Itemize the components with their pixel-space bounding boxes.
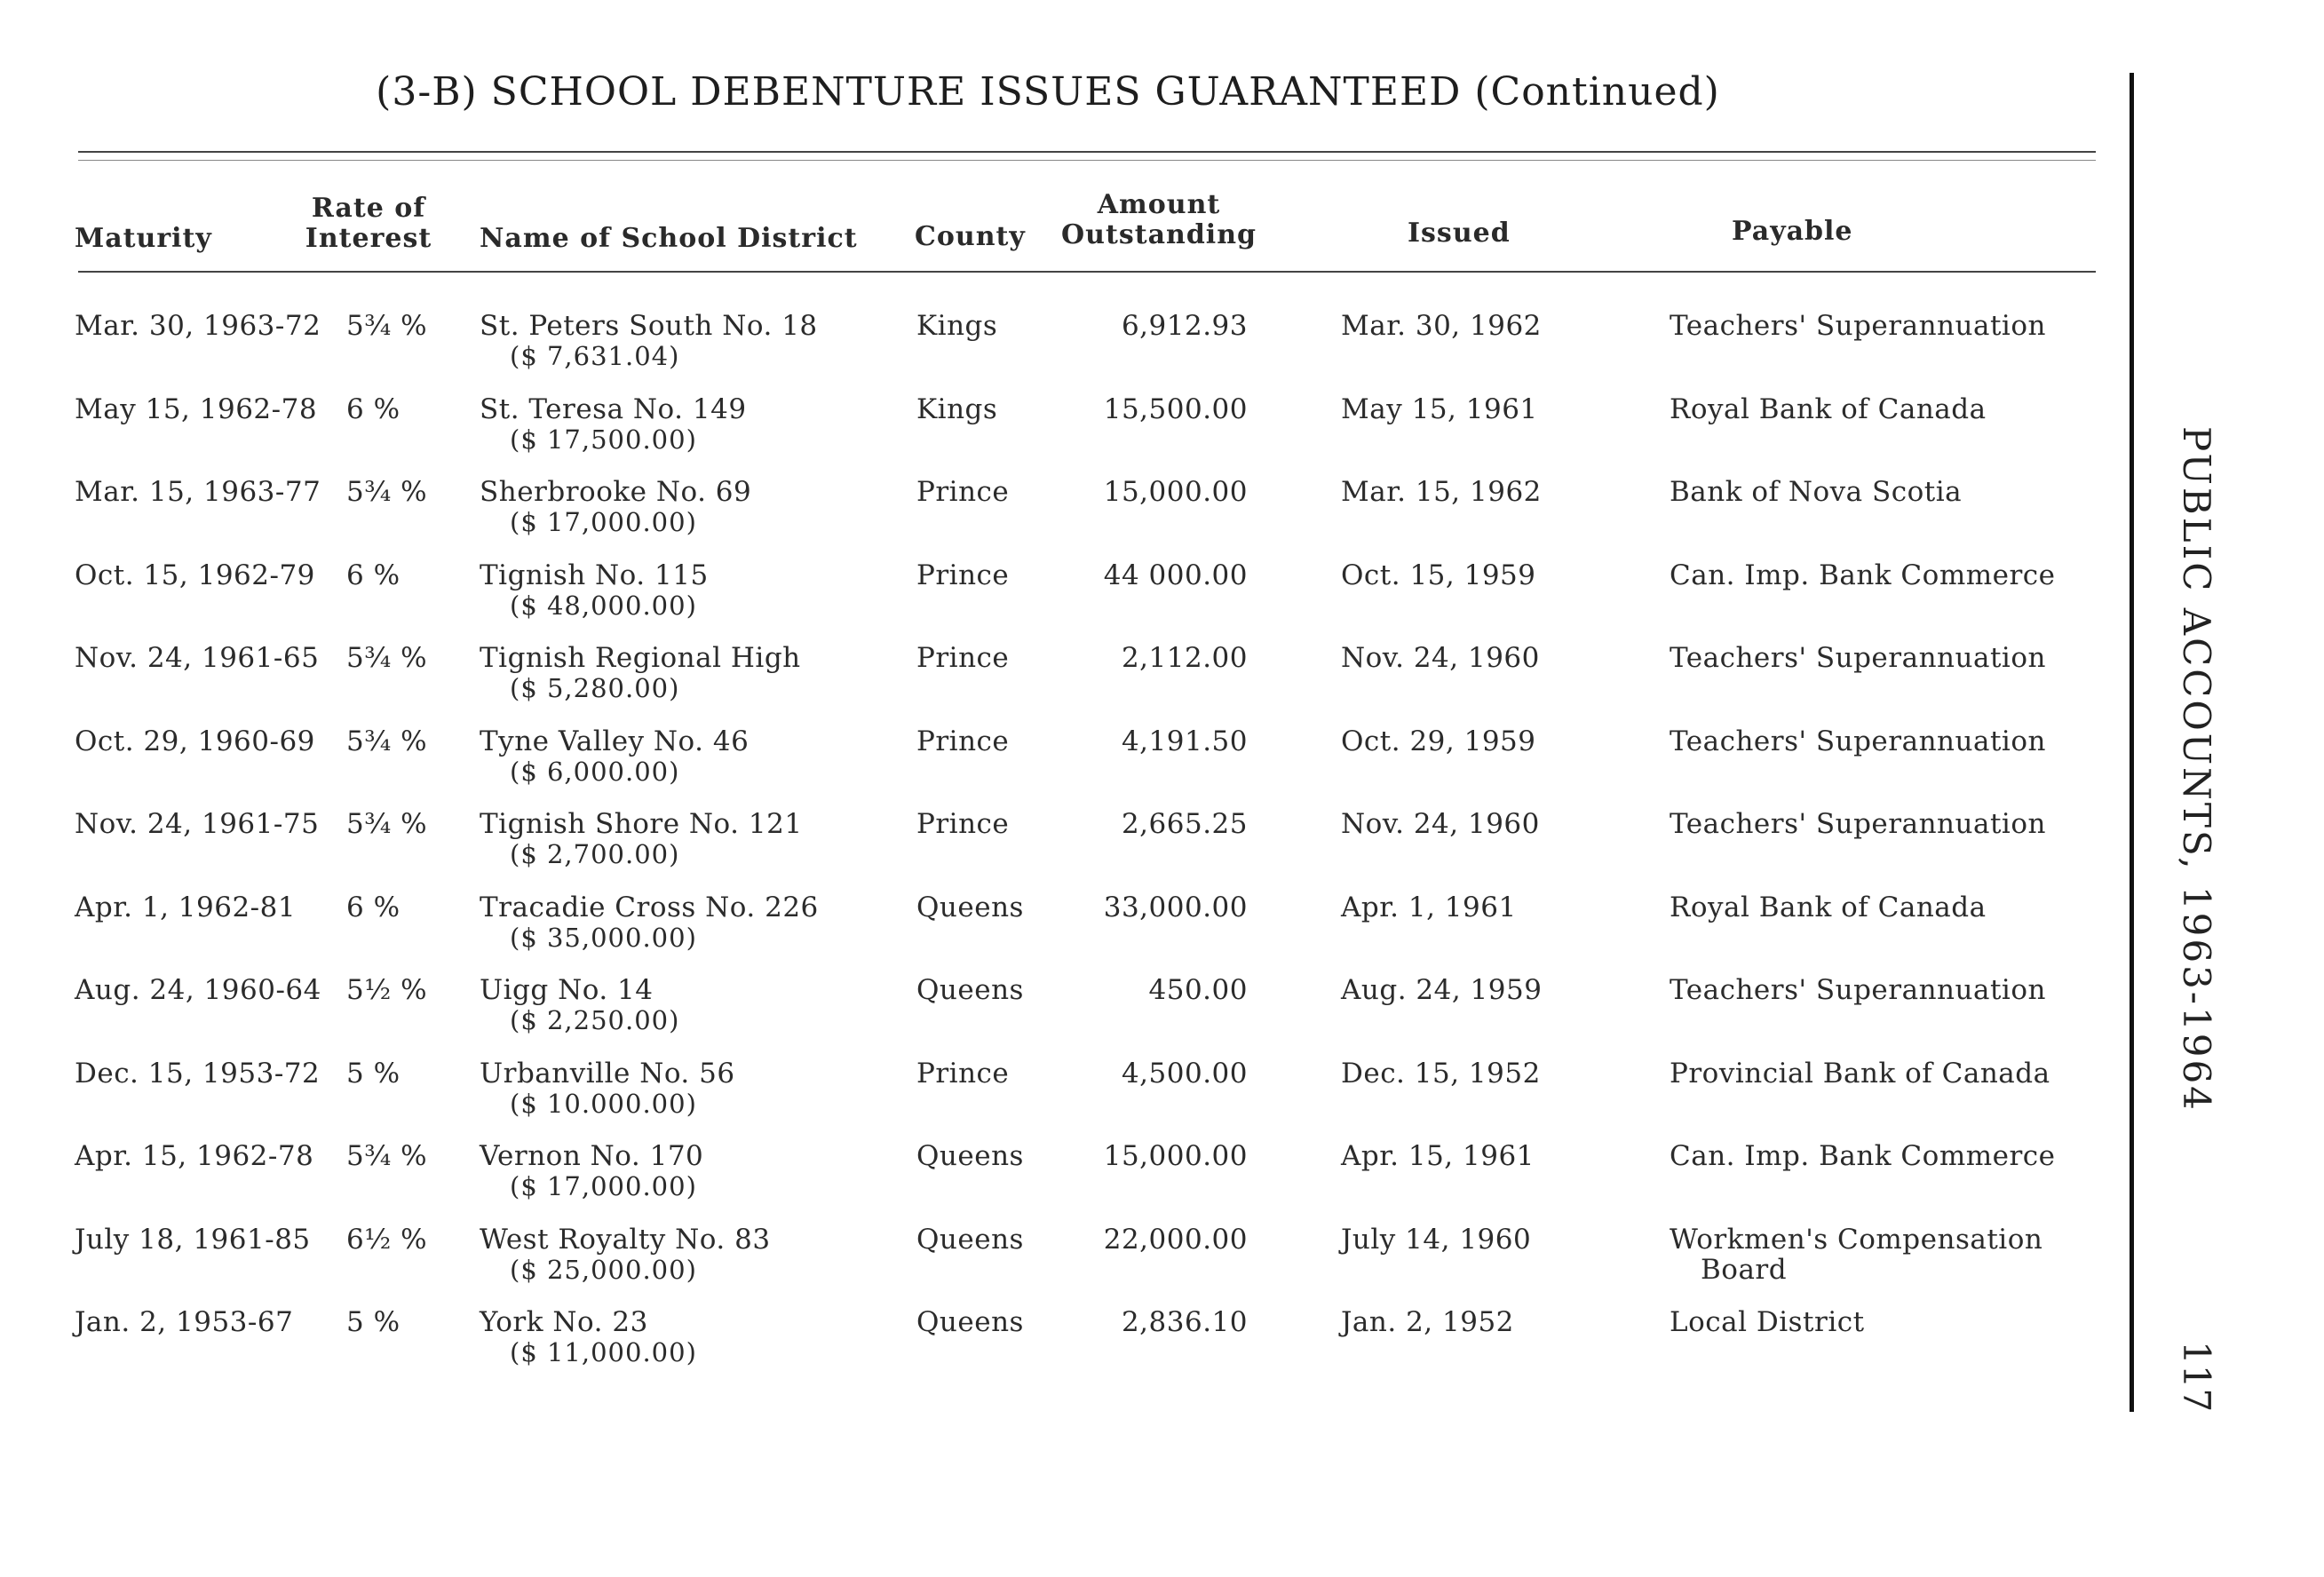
table-row [0,560,2131,642]
maturity-cell: Mar. 30, 1963-72 [75,310,321,342]
rate-cell: 5¾ % [346,310,428,342]
original-issue-amount: ($ 17,500.00) [510,424,697,455]
original-issue-amount: ($ 10.000.00) [510,1088,697,1119]
school-district-name: Tignish Shore No. 121 [480,808,803,840]
county-cell: Prince [916,476,1010,508]
header-amount-line1: Amount [1097,189,1221,220]
margin-rule [2130,73,2134,1412]
payable-cell: Royal Bank of Canada [1670,891,1987,923]
county-cell: Queens [916,1140,1024,1172]
amount-cell: 4,191.50 [1121,725,1248,757]
amount-cell: 6,912.93 [1121,310,1248,342]
payable-cell: Teachers' Superannuation [1670,310,2046,342]
county-cell: Prince [916,1057,1010,1090]
county-cell: Prince [916,725,1010,757]
amount-cell: 450.00 [1148,974,1248,1006]
school-district-name: West Royalty No. 83 [480,1223,771,1256]
maturity-cell: Oct. 15, 1962-79 [75,559,315,591]
maturity-cell: May 15, 1962-78 [75,392,318,425]
payable-cell: Local District [1670,1306,1865,1338]
school-district-cell [480,892,819,953]
original-issue-amount: ($ 48,000.00) [510,590,697,621]
original-issue-amount: ($ 2,700.00) [510,839,680,869]
header-county: County [915,221,1026,252]
issued-cell: Aug. 24, 1959 [1341,974,1543,1006]
rate-cell: 5¾ % [346,642,428,674]
header-maturity: Maturity [75,223,212,254]
county-cell: Prince [916,642,1010,674]
header-rule [78,271,2096,273]
issued-cell: Apr. 1, 1961 [1341,891,1517,923]
amount-cell: 44 000.00 [1103,559,1248,591]
header-issued: Issued [1408,218,1511,249]
county-cell: Queens [916,1223,1024,1256]
rate-cell: 5¾ % [346,476,428,508]
rate-cell: 5 % [346,1057,401,1090]
school-district-cell [480,1224,771,1285]
county-cell: Queens [916,891,1024,923]
amount-cell: 2,665.25 [1121,808,1248,840]
issued-cell: Apr. 15, 1961 [1341,1140,1535,1172]
rate-cell: 6½ % [346,1223,428,1256]
rate-cell: 5 % [346,1306,401,1338]
table-row [0,892,2131,974]
school-district-name: St. Teresa No. 149 [480,392,747,425]
maturity-cell: Dec. 15, 1953-72 [75,1057,321,1090]
table-row [0,1141,2131,1223]
rate-cell: 6 % [346,559,401,591]
county-cell: Kings [916,310,998,342]
payable-cell: Provincial Bank of Canada [1670,1057,2050,1090]
header-school-district: Name of School District [480,223,858,254]
maturity-cell: Nov. 24, 1961-65 [75,642,320,674]
original-issue-amount: ($ 17,000.00) [510,507,697,537]
amount-cell: 2,112.00 [1121,642,1248,674]
payable-cell: Can. Imp. Bank Commerce [1670,559,2056,591]
payable-cell: Teachers' Superannuation [1670,974,2046,1006]
payable-cell: Teachers' Superannuation [1670,642,2046,674]
issued-cell: Jan. 2, 1952 [1341,1306,1514,1338]
issued-cell: Mar. 15, 1962 [1341,476,1542,508]
top-rule-thin [78,160,2096,161]
rate-cell: 6 % [346,392,401,425]
school-district-cell [480,726,749,787]
school-district-cell [480,560,709,621]
table-row [0,726,2131,808]
school-district-cell [480,394,747,455]
amount-cell: 2,836.10 [1121,1306,1248,1338]
rate-cell: 5½ % [346,974,428,1006]
side-heading: PUBLIC ACCOUNTS, 1963-1964 [2175,426,2218,1113]
header-payable: Payable [1732,216,1853,247]
school-district-cell [480,975,679,1035]
county-cell: Prince [916,808,1010,840]
county-cell: Kings [916,392,998,425]
rate-cell: 6 % [346,891,401,923]
payable-cell: Workmen's Compensation [1670,1223,2043,1256]
school-district-cell [480,809,803,869]
header-rate-line2: Interest [305,223,432,254]
table-row [0,311,2131,392]
payable-cell: Teachers' Superannuation [1670,725,2046,757]
original-issue-amount: ($ 35,000.00) [510,922,697,953]
school-district-cell [480,311,818,371]
original-issue-amount: ($ 7,631.04) [510,341,680,371]
payable-cell: Bank of Nova Scotia [1670,476,1963,508]
original-issue-amount: ($ 17,000.00) [510,1171,697,1201]
school-district-name: Urbanville No. 56 [480,1057,735,1090]
top-rule [78,151,2096,153]
issued-cell: Oct. 15, 1959 [1341,559,1536,591]
school-district-name: St. Peters South No. 18 [480,310,818,342]
table-row [0,477,2131,559]
school-district-name: Tignish No. 115 [480,559,709,591]
school-district-name: Vernon No. 170 [480,1140,704,1172]
payable-cell: Teachers' Superannuation [1670,808,2046,840]
maturity-cell: Oct. 29, 1960-69 [75,725,315,757]
rate-cell: 5¾ % [346,725,428,757]
original-issue-amount: ($ 25,000.00) [510,1254,697,1285]
table-row [0,1224,2131,1306]
table-row [0,1307,2131,1389]
amount-cell: 4,500.00 [1121,1057,1248,1090]
school-district-cell [480,1058,735,1119]
maturity-cell: July 18, 1961-85 [75,1223,311,1256]
school-district-name: Tignish Regional High [480,642,801,674]
header-amount-line2: Outstanding [1061,219,1257,250]
school-district-name: York No. 23 [480,1306,648,1338]
school-district-cell [480,643,801,703]
maturity-cell: Jan. 2, 1953-67 [75,1306,294,1338]
page-number: 117 [2175,1341,2218,1413]
amount-cell: 33,000.00 [1103,891,1248,923]
payable-cell: Can. Imp. Bank Commerce [1670,1140,2056,1172]
maturity-cell: Apr. 15, 1962-78 [75,1140,314,1172]
school-district-name: Tyne Valley No. 46 [480,725,750,757]
school-district-cell [480,1307,697,1367]
county-cell: Queens [916,974,1024,1006]
table-row [0,809,2131,891]
original-issue-amount: ($ 2,250.00) [510,1005,680,1035]
issued-cell: Oct. 29, 1959 [1341,725,1536,757]
amount-cell: 15,000.00 [1103,1140,1248,1172]
school-district-cell [480,1141,703,1201]
table-row [0,394,2131,476]
school-district-cell [480,477,751,537]
issued-cell: Nov. 24, 1960 [1341,808,1540,840]
issued-cell: Nov. 24, 1960 [1341,642,1540,674]
original-issue-amount: ($ 11,000.00) [510,1337,697,1367]
maturity-cell: Aug. 24, 1960-64 [75,974,321,1006]
school-district-name: Uigg No. 14 [480,974,654,1006]
payable-cell: Royal Bank of Canada [1670,392,1987,425]
original-issue-amount: ($ 5,280.00) [510,673,680,703]
issued-cell: Dec. 15, 1952 [1341,1057,1541,1090]
maturity-cell: Mar. 15, 1963-77 [75,476,321,508]
amount-cell: 15,000.00 [1103,476,1248,508]
maturity-cell: Apr. 1, 1962-81 [75,891,297,923]
rate-cell: 5¾ % [346,808,428,840]
payable-cell-continued: Board [1701,1253,1788,1286]
county-cell: Queens [916,1306,1024,1338]
amount-cell: 15,500.00 [1103,392,1248,425]
issued-cell: July 14, 1960 [1341,1223,1532,1256]
page-title: (3-B) SCHOOL DEBENTURE ISSUES GUARANTEED (Continued) [376,69,1720,115]
rate-cell: 5¾ % [346,1140,428,1172]
issued-cell: Mar. 30, 1962 [1341,310,1542,342]
county-cell: Prince [916,559,1010,591]
maturity-cell: Nov. 24, 1961-75 [75,808,320,840]
amount-cell: 22,000.00 [1103,1223,1248,1256]
original-issue-amount: ($ 6,000.00) [510,756,680,787]
table-row [0,643,2131,725]
issued-cell: May 15, 1961 [1341,392,1538,425]
header-rate-line1: Rate of [311,193,426,224]
school-district-name: Sherbrooke No. 69 [480,476,752,508]
table-row [0,1058,2131,1140]
school-district-name: Tracadie Cross No. 226 [480,891,819,923]
table-row [0,975,2131,1057]
